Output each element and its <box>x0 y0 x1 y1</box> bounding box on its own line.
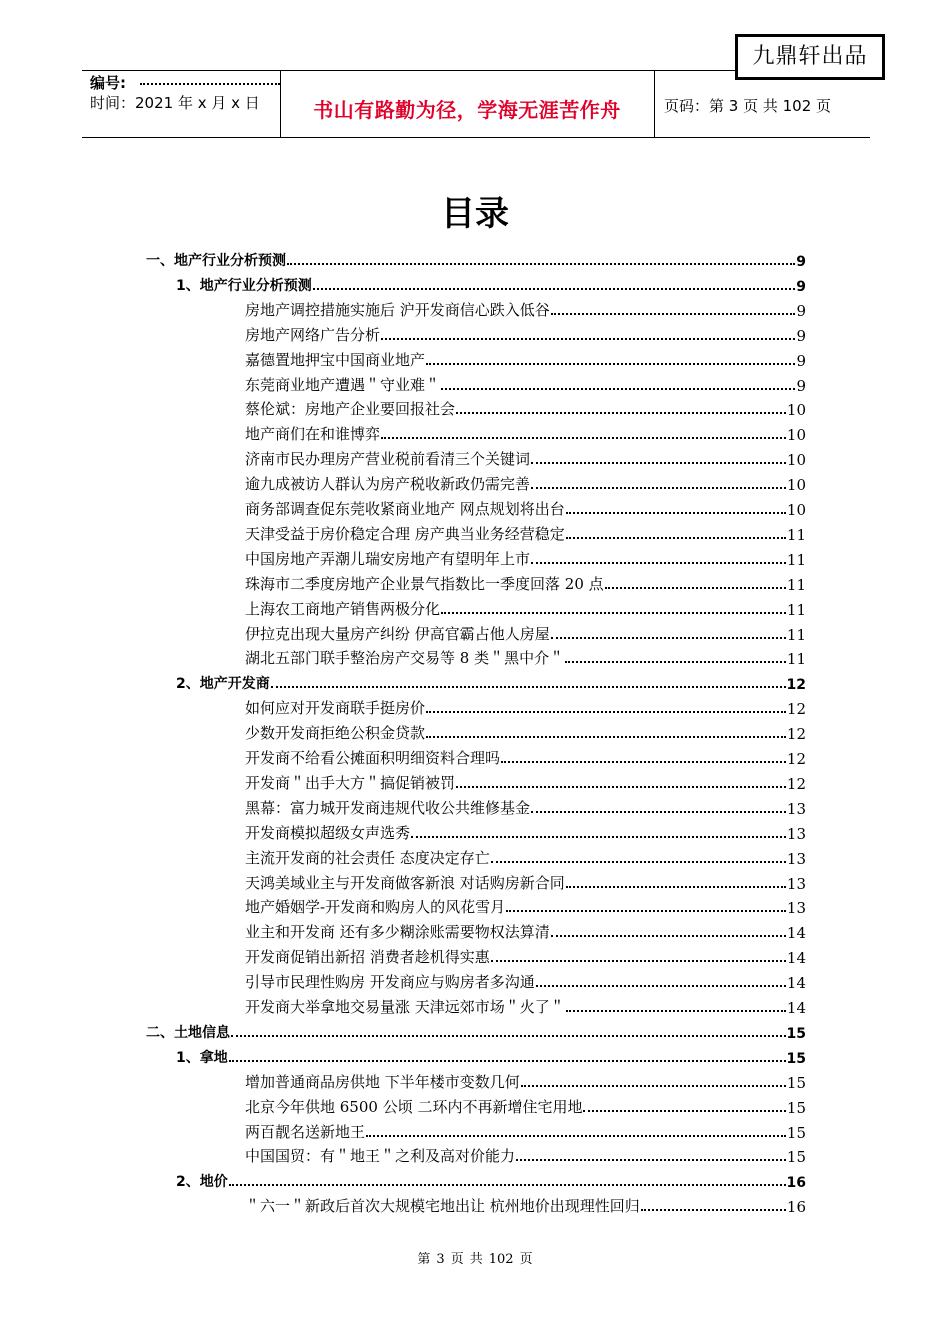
toc-dot-leader <box>536 985 786 987</box>
toc-entry-page: 12 <box>786 677 806 693</box>
toc-entry-title: 湖北五部门联手整治房产交易等 8 类＂黑中介＂ <box>245 649 565 667</box>
toc-dot-leader <box>566 537 786 539</box>
toc-dot-leader <box>456 412 786 414</box>
toc-entry[interactable] <box>245 595 806 619</box>
toc-entry[interactable] <box>245 819 806 843</box>
toc-entry-page: 15 <box>786 1026 806 1042</box>
toc-dot-leader <box>441 388 795 390</box>
toc-entry-page: 14 <box>786 999 806 1017</box>
toc-dot-leader <box>565 661 786 663</box>
toc-entry-page: 9 <box>796 302 806 320</box>
toc-dot-leader <box>441 612 786 614</box>
toc-dot-leader <box>231 1035 786 1037</box>
toc-entry-title: 开发商模拟超级女声选秀 <box>245 824 411 842</box>
toc-dot-leader <box>551 637 786 639</box>
toc-entry-page: 14 <box>786 949 806 967</box>
toc-entry[interactable] <box>245 570 806 594</box>
toc-entry[interactable] <box>245 371 806 395</box>
toc-entry-page: 13 <box>786 899 806 917</box>
toc-entry[interactable] <box>245 545 806 569</box>
toc-entry[interactable] <box>245 495 806 519</box>
toc-entry-page: 16 <box>786 1198 806 1216</box>
toc-entry-page: 15 <box>786 1051 806 1067</box>
toc-dot-leader <box>516 1159 786 1161</box>
toc-entry[interactable] <box>176 669 806 693</box>
toc-dot-leader <box>551 935 786 937</box>
toc-entry-title: 地产婚姻学-开发商和购房人的风花雪月 <box>245 898 506 916</box>
toc-entry-page: 15 <box>786 1099 806 1117</box>
footer-total-unit: 页 <box>519 1252 533 1267</box>
toc-entry-page: 10 <box>786 451 806 469</box>
document-number-line <box>140 83 280 85</box>
toc-entry-title: 黑幕：富力城开发商违规代收公共维修基金 <box>245 799 531 817</box>
toc-entry-page: 10 <box>786 426 806 444</box>
toc-entry-title: 少数开发商拒绝公积金贷款 <box>245 724 426 742</box>
toc-entry-title: 2、地价 <box>176 1174 228 1190</box>
toc-entry[interactable] <box>245 869 806 893</box>
toc-entry-page: 13 <box>786 850 806 868</box>
toc-entry-title: 房地产调控措施实施后 沪开发商信心跌入低谷 <box>245 301 550 319</box>
toc-entry[interactable] <box>245 844 806 868</box>
toc-dot-leader <box>566 512 786 514</box>
toc-entry[interactable] <box>245 420 806 444</box>
toc-entry[interactable] <box>245 620 806 644</box>
toc-dot-leader <box>531 487 786 489</box>
toc-entry-page: 9 <box>796 254 806 270</box>
toc-dot-leader <box>551 313 796 315</box>
toc-entry-page: 11 <box>786 576 806 594</box>
toc-entry-title: 嘉德置地押宝中国商业地产 <box>245 351 426 369</box>
footer-total-label: 共 <box>469 1252 483 1267</box>
toc-entry-page: 10 <box>786 401 806 419</box>
toc-entry[interactable] <box>245 1142 806 1166</box>
toc-entry[interactable] <box>245 346 806 370</box>
toc-entry[interactable] <box>245 1068 806 1092</box>
toc-entry-title: 1、地产行业分析预测 <box>176 278 312 294</box>
toc-entry-page: 9 <box>796 279 806 295</box>
toc-dot-leader <box>426 736 786 738</box>
toc-entry-page: 12 <box>786 725 806 743</box>
toc-entry-page: 15 <box>786 1074 806 1092</box>
toc-entry[interactable] <box>245 445 806 469</box>
toc-dot-leader <box>456 786 786 788</box>
toc-entry-title: ＂六一＂新政后首次大规模宅地出让 杭州地价出现理性回归 <box>245 1197 640 1215</box>
toc-entry-title: 增加普通商品房供地 下半年楼市变数几何 <box>245 1073 520 1091</box>
toc-entry-page: 12 <box>786 775 806 793</box>
toc-dot-leader <box>506 910 786 912</box>
toc-dot-leader <box>381 338 795 340</box>
document-time: 时间：2021 年 x 月 x 日 <box>90 94 260 112</box>
footer-page-number: 3 <box>436 1252 445 1267</box>
toc-dot-leader <box>287 263 795 265</box>
toc-dot-leader <box>605 587 786 589</box>
toc-entry-title: 业主和开发商 还有多少糊涂账需要物权法算清 <box>245 923 550 941</box>
toc-entry-title: 两百靓名送新地王 <box>245 1123 366 1141</box>
toc-entry[interactable] <box>245 794 806 818</box>
toc-entry-title: 天鸿美域业主与开发商做客新浪 对话购房新合同 <box>245 874 565 892</box>
toc-dot-leader <box>491 861 786 863</box>
header-left-cell <box>82 71 281 137</box>
footer-total-pages: 102 <box>488 1252 514 1267</box>
toc-dot-leader <box>521 1085 786 1087</box>
toc-entry-title: 二、土地信息 <box>146 1025 230 1041</box>
toc-entry-page: 11 <box>786 526 806 544</box>
toc-dot-leader <box>366 1135 786 1137</box>
toc-entry-page: 10 <box>786 476 806 494</box>
toc-entry-page: 11 <box>786 551 806 569</box>
toc-dot-leader <box>229 1184 786 1186</box>
toc-dot-leader <box>426 711 786 713</box>
toc-dot-leader <box>566 886 786 888</box>
toc-entry-page: 16 <box>786 1175 806 1191</box>
toc-entry-title: 珠海市二季度房地产企业景气指数比一季度回落 20 点 <box>245 575 604 593</box>
toc-dot-leader <box>531 462 786 464</box>
toc-entry-title: 引导市民理性购房 开发商应与购房者多沟通 <box>245 973 535 991</box>
toc-entry-title: 商务部调查促东莞收紧商业地产 网点规划将出台 <box>245 500 565 518</box>
toc-entry[interactable] <box>245 893 806 917</box>
toc-entry-title: 房地产网络广告分析 <box>245 326 381 344</box>
toc-dot-leader <box>229 1060 786 1062</box>
toc-entry-title: 中国国贸：有＂地王＂之利及高对价能力 <box>245 1147 516 1165</box>
toc-entry[interactable] <box>245 694 806 718</box>
footer-prefix: 第 <box>417 1252 431 1267</box>
toc-entry[interactable] <box>146 246 806 270</box>
toc-entry[interactable] <box>245 719 806 743</box>
toc-entry[interactable] <box>245 395 806 419</box>
toc-entry[interactable] <box>245 321 806 345</box>
toc-dot-leader <box>501 761 786 763</box>
toc-entry[interactable] <box>146 1018 806 1042</box>
toc-dot-leader <box>313 288 796 290</box>
toc-entry-page: 12 <box>786 700 806 718</box>
toc-dot-leader <box>641 1209 786 1211</box>
toc-entry[interactable] <box>245 520 806 544</box>
toc-entry-page: 14 <box>786 974 806 992</box>
toc-entry-page: 15 <box>786 1124 806 1142</box>
toc-entry[interactable] <box>245 993 806 1017</box>
header-page-info: 页码：第 3 页 共 102 页 <box>664 97 832 115</box>
document-number-label: 编号: <box>90 74 126 92</box>
toc-entry-title: 开发商不给看公摊面积明细资料合理吗 <box>245 749 501 767</box>
toc-entry-title: 北京今年供地 6500 公顷 二环内不再新增住宅用地 <box>245 1098 583 1116</box>
toc-entry-title: 一、地产行业分析预测 <box>146 253 286 269</box>
toc-entry-title: 开发商大举拿地交易量涨 天津远郊市场＂火了＂ <box>245 998 565 1016</box>
page-footer <box>0 1248 950 1267</box>
toc-entry[interactable] <box>245 296 806 320</box>
footer-page-unit: 页 <box>450 1252 464 1267</box>
toc-dot-leader <box>566 1010 786 1012</box>
toc-entry-page: 13 <box>786 875 806 893</box>
toc-dot-leader <box>491 960 786 962</box>
header-motto: 书山有路勤为径，学海无涯苦作舟 <box>313 98 621 122</box>
toc-entry-page: 9 <box>796 327 806 345</box>
toc-entry[interactable] <box>245 943 806 967</box>
toc-entry-title: 如何应对开发商联手挺房价 <box>245 699 426 717</box>
toc-entry-page: 11 <box>786 601 806 619</box>
toc-entry-title: 中国房地产弄潮儿瑞安房地产有望明年上市 <box>245 550 531 568</box>
toc-entry-page: 13 <box>786 825 806 843</box>
toc-entry-page: 12 <box>786 750 806 768</box>
toc-entry-title: 1、拿地 <box>176 1050 228 1066</box>
toc-entry-title: 开发商＂出手大方＂搞促销被罚 <box>245 774 456 792</box>
toc-entry[interactable] <box>245 918 806 942</box>
toc-entry[interactable] <box>245 769 806 793</box>
toc-entry-title: 蔡伦斌：房地产企业要回报社会 <box>245 400 456 418</box>
header-right-cell <box>654 71 870 137</box>
toc-entry-page: 13 <box>786 800 806 818</box>
toc-entry-title: 主流开发商的社会责任 态度决定存亡 <box>245 849 490 867</box>
toc-dot-leader <box>426 363 795 365</box>
toc-dot-leader <box>381 437 786 439</box>
toc-entry-title: 地产商们在和谁博弈 <box>245 425 381 443</box>
toc-entry-page: 14 <box>786 924 806 942</box>
toc-entry-title: 伊拉克出现大量房产纠纷 伊高官霸占他人房屋 <box>245 625 550 643</box>
toc-entry[interactable] <box>176 1043 806 1067</box>
toc-entry-title: 开发商促销出新招 消费者趁机得实惠 <box>245 948 490 966</box>
toc-entry-page: 9 <box>796 352 806 370</box>
toc-entry[interactable] <box>176 271 806 295</box>
toc-entry-title: 东莞商业地产遭遇＂守业难＂ <box>245 376 441 394</box>
toc-entry-title: 上海农工商地产销售两极分化 <box>245 600 441 618</box>
toc-entry-title: 2、地产开发商 <box>176 676 270 692</box>
toc-entry[interactable] <box>245 1118 806 1142</box>
toc-entry-page: 9 <box>796 377 806 395</box>
page-header <box>82 70 870 138</box>
toc-entry-page: 15 <box>786 1148 806 1166</box>
toc-dot-leader <box>531 811 786 813</box>
toc-entry[interactable] <box>245 1093 806 1117</box>
toc-entry[interactable] <box>245 1192 806 1216</box>
toc-entry[interactable] <box>245 644 806 668</box>
toc-entry[interactable] <box>245 744 806 768</box>
toc-dot-leader <box>583 1110 785 1112</box>
toc-entry-title: 天津受益于房价稳定合理 房产典当业务经营稳定 <box>245 525 565 543</box>
toc-entry-page: 11 <box>786 650 806 668</box>
toc-entry[interactable] <box>176 1167 806 1191</box>
page-title: 目录 <box>441 194 509 234</box>
toc-entry-page: 11 <box>786 626 806 644</box>
toc-dot-leader <box>271 686 786 688</box>
header-center-cell <box>280 71 655 137</box>
toc-entry-title: 济南市民办理房产营业税前看清三个关键词 <box>245 450 531 468</box>
toc-dot-leader <box>531 562 786 564</box>
toc-entry[interactable] <box>245 968 806 992</box>
toc-entry[interactable] <box>245 470 806 494</box>
toc-entry-title: 逾九成被访人群认为房产税收新政仍需完善 <box>245 475 531 493</box>
toc-entry-page: 10 <box>786 501 806 519</box>
publisher-stamp: 九鼎轩出品 <box>735 34 885 80</box>
toc-dot-leader <box>411 836 786 838</box>
